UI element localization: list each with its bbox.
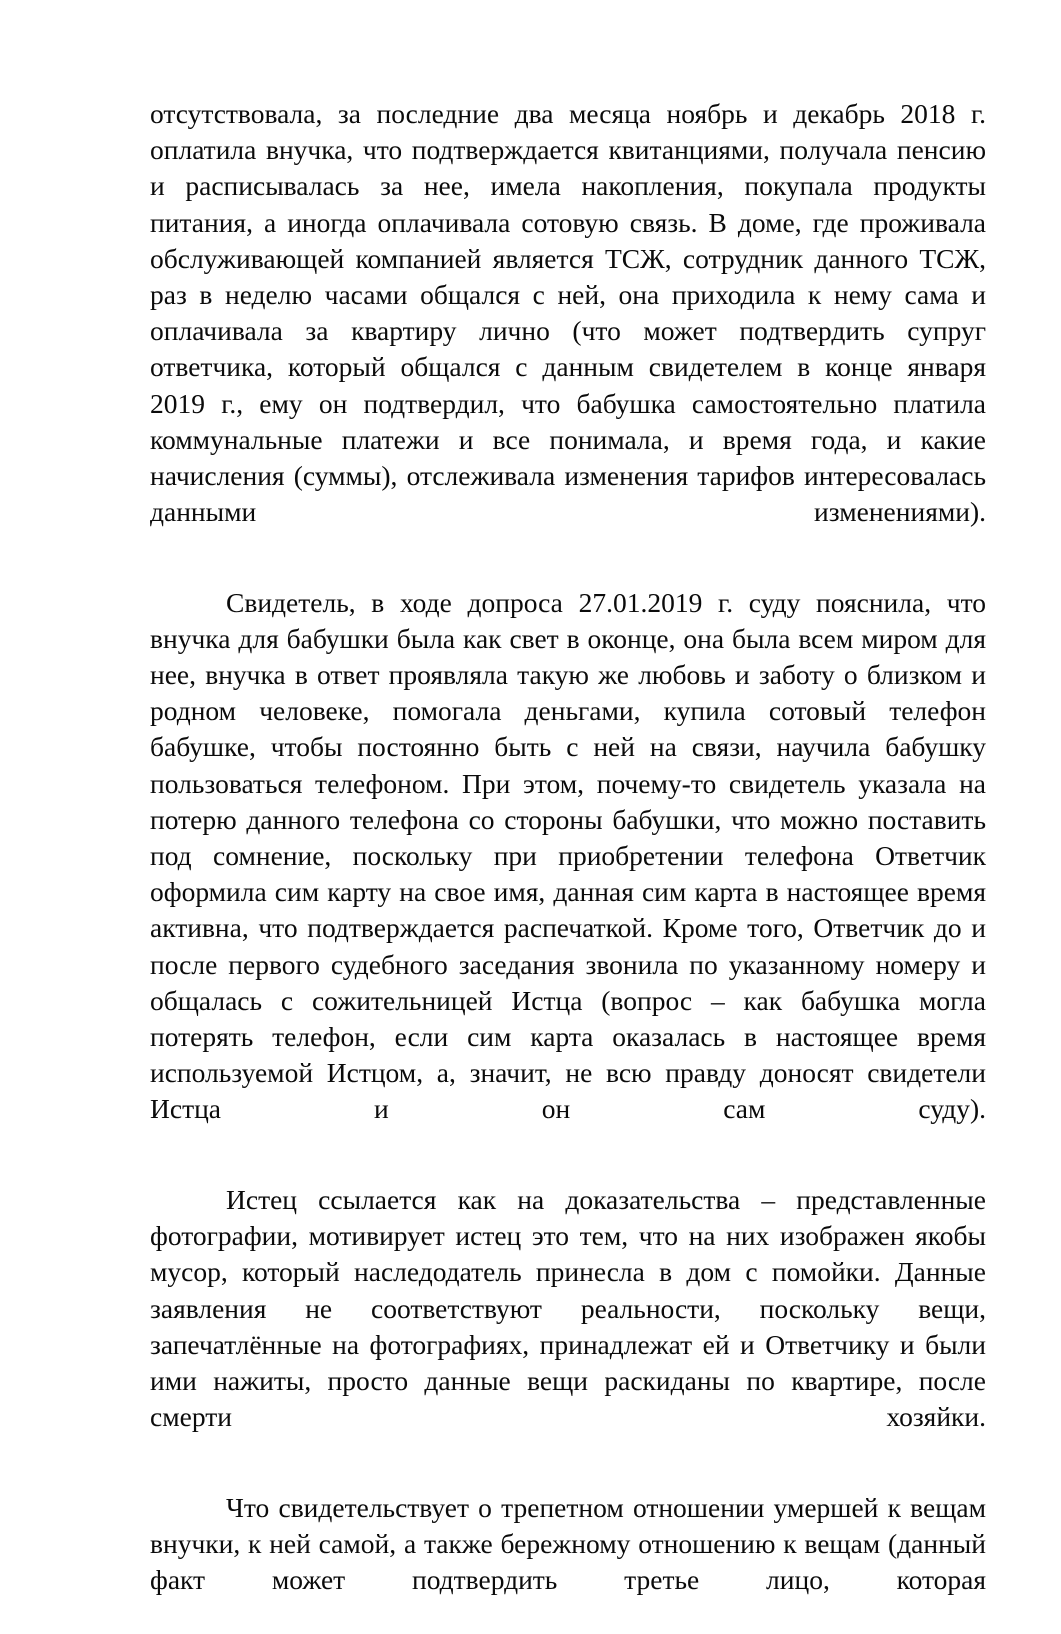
paragraph-conclusion: Что свидетельствует о трепетном отношении умершей к вещам внучки, к ней самой, а также бережному отношению к вещам (данный факт может подтвердить третье лицо, которая [150, 1491, 986, 1595]
paragraph-continuation: отсутствовала, за последние два месяца ноябрь и декабрь 2018 г. оплатила внучка, что подтверждается квитанциями, получала пенсию и расписывалась за нее, имела накопления, покупала продукты питания, а иногда оплачивала сотовую связь. В доме, где проживала обслуживающей компанией является ТСЖ, сотрудник данного ТСЖ, раз в неделю часами общался с ней, она приходила к нему сама и оплачивала за квартиру лично (что может подтвердить супруг ответчика, который общался с данным свидетелем в конце января 2019 г., ему он подтвердил, что бабушка самостоятельно платила коммунальные платежи и все понимала, и время года, и какие начисления (суммы), отслеживала изменения тарифов интересовалась данными изменениями). [150, 98, 986, 528]
document-body [150, 96, 986, 1634]
paragraph-photographs: Истец ссылается как на доказательства – представленные фотографии, мотивирует истец это тем, что на них изображен якобы мусор, который наследодатель принесла в дом с помойки. Данные заявления не соответствуют реальности, поскольку вещи, запечатлённые на фотографиях, принадлежат ей и Ответчику и были ими нажиты, просто данные вещи раскиданы по квартире, после смерти хозяйки. [150, 1183, 986, 1433]
paragraph-witness-testimony: Свидетель, в ходе допроса 27.01.2019 г. суду пояснила, что внучка для бабушки была как свет в оконце, она была всем миром для нее, внучка в ответ проявляла такую же любовь и заботу о близком и родном человеке, помогала деньгами, купила сотовый телефон бабушке, чтобы постоянно быть с ней на связи, научила бабушку пользоваться телефоном. При этом, почему-то свидетель указала на потерю данного телефона со стороны бабушки, что можно поставить под сомнение, поскольку при приобретении телефона Ответчик оформила сим карту на свое имя, данная сим карта в настоящее время активна, что подтверждается распечаткой. Кроме того, Ответчик до и после первого судебного заседания звонила по указанному номеру и общалась с сожительницей Истца (вопрос – как бабушка могла потерять телефон, если сим карта оказалась в настоящее время используемой Истцом, а, значит, не всю правду доносят свидетели Истца и он сам суду). [150, 586, 986, 1125]
